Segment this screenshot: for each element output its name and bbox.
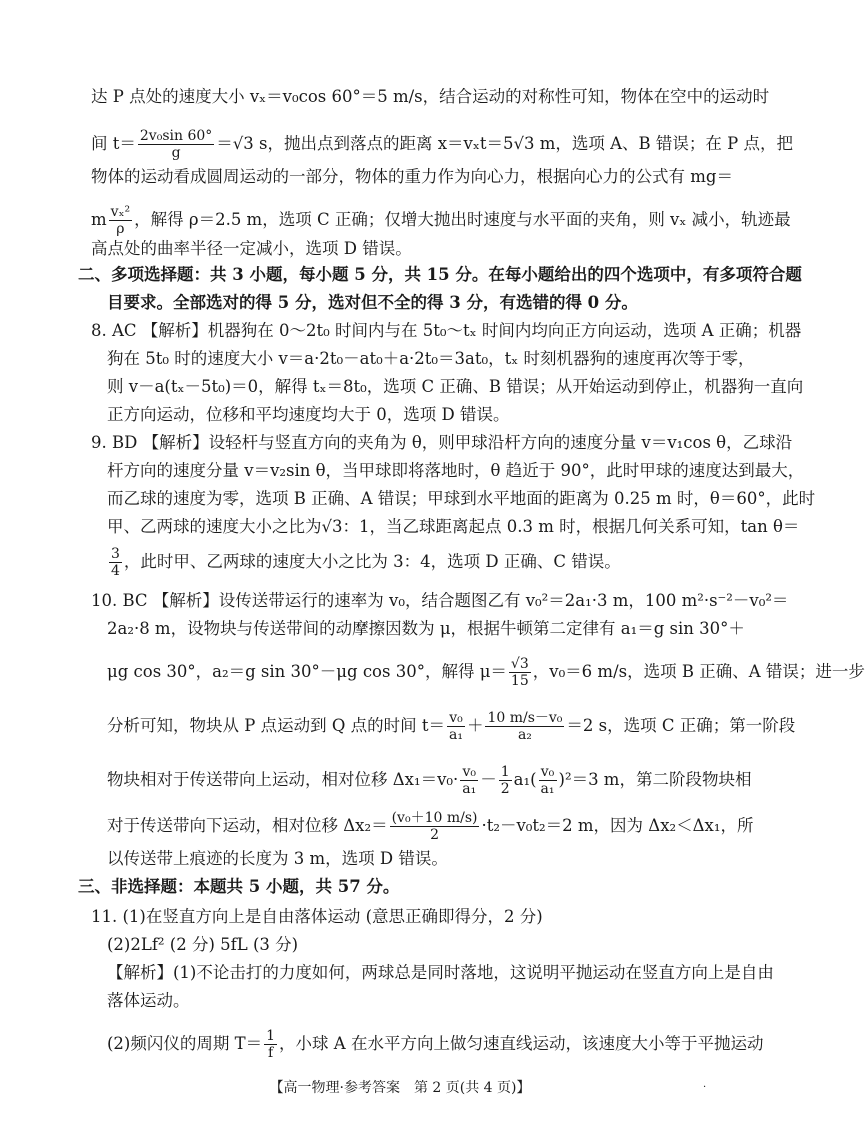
text-line: 物块相对于传送带向上运动，相对位移 Δx₁＝v₀· $\frac{\text{v₀}}{\text{a₁}}$ － $\frac{1}{2}$ a₁( $\frac{\text{v₀}}{\text{a₁}}$ )²＝3 m，第二阶段物块相 — [107, 764, 752, 797]
text-line: 达 P 点处的速度大小 vₓ＝v₀cos 60°＝5 m/s，结合运动的对称性可知，物体在空中的运动时 — [91, 87, 770, 106]
text-line: 间 t＝ $\frac{\text{2v₀sin 60°}}{g}$ ＝√3 s，抛出点到落点的距离 x＝vₓt＝5√3 m，选项 A、B 错误；在 P 点，把 — [91, 128, 794, 161]
text-line: (2)频闪仪的周期 T＝ $\frac{1}{f}$ ，小球 A 在水平方向上做匀速直线运动，该速度大小等于平抛运动 — [107, 1028, 764, 1061]
section-heading: 目要求。全部选对的得 5 分，选对但不全的得 3 分，有选错的得 0 分。 — [107, 293, 638, 312]
answer-q9: 9. BD 【解析】设轻杆与竖直方向的夹角为 θ，则甲球沿杆方向的速度分量 v＝v₁cos θ，乙球沿 — [91, 433, 793, 452]
text-line: (2)2Lf² (2 分) 5fL (3 分) — [107, 935, 299, 954]
section-heading: 二、多项选择题：共 3 小题，每小题 5 分，共 15 分。在每小题给出的四个选项中，有多项符合题 — [78, 265, 802, 284]
text-line: 物体的运动看成圆周运动的一部分，物体的重力作为向心力，根据向心力的公式有 mg＝ — [91, 167, 733, 186]
text-line: m $\frac{\text{vₓ²}}{\rho}$ ，解得 ρ＝2.5 m，选项 C 正确；仅增大抛出时速度与水平面的夹角，则 vₓ 减小，轨迹最 — [91, 204, 791, 237]
text-line: 而乙球的速度为零，选项 B 正确、A 错误；甲球到水平地面的距离为 0.25 m 时，θ＝60°，此时 — [107, 489, 816, 508]
text-line: 以传送带上痕迹的长度为 3 m，选项 D 错误。 — [107, 849, 448, 868]
text-line: 高点处的曲率半径一定减小，选项 D 错误。 — [91, 239, 412, 258]
text-line: 杆方向的速度分量 v＝v₂sin θ，当甲球即将落地时，θ 趋近于 90°，此时甲球的速度达到最大， — [107, 461, 805, 480]
text-line: μg cos 30°，a₂＝g sin 30°－μg cos 30°，解得 μ＝ $\frac{√3}{15}$ ，v₀＝6 m/s，选项 B 正确、A 错误；进一步 — [107, 656, 865, 689]
text-line: $\frac{3}{4}$ ，此时甲、乙两球的速度大小之比为 3：4，选项 D 正确、C 错误。 — [111, 546, 621, 579]
section-heading: 三、非选择题：本题共 5 小题，共 57 分。 — [78, 877, 400, 896]
corner-mark: · — [703, 1082, 707, 1093]
text-line: 正方向运动，位移和平均速度均大于 0，选项 D 错误。 — [107, 405, 510, 424]
page-footer: 【高一物理·参考答案 第 2 页(共 4 页)】 — [269, 1080, 531, 1096]
text-line: 分析可知，物块从 P 点运动到 Q 点的时间 t＝ $\frac{\text{v₀}}{\text{a₁}}$ ＋ $\frac{\text{10 m/s－v₀}}{\text{a₂}}$ ＝2 s，选项 C 正确；第一阶段 — [107, 710, 796, 743]
text-line: 【解析】(1)不论击打的力度如何，两球总是同时落地，这说明平抛运动在竖直方向上是自由 — [107, 963, 774, 982]
answer-q8: 8. AC 【解析】机器狗在 0～2t₀ 时间内与在 5t₀～tₓ 时间内均向正方向运动，选项 A 正确；机器 — [91, 321, 802, 340]
text-line: 2a₂·8 m，设物块与传送带间的动摩擦因数为 μ，根据牛顿第二定律有 a₁＝g sin 30°＋ — [107, 619, 745, 638]
text-line: 则 v－a(tₓ－5t₀)＝0，解得 tₓ＝8t₀，选项 C 正确、B 错误；从开始运动到停止，机器狗一直向 — [107, 377, 804, 396]
answer-q10: 10. BC 【解析】设传送带运行的速率为 v₀，结合题图乙有 v₀²＝2a₁·3 m，100 m²·s⁻²－v₀²＝ — [91, 591, 789, 610]
text-line: 落体运动。 — [107, 991, 190, 1010]
text-line: 狗在 5t₀ 时的速度大小 v＝a·2t₀－at₀＋a·2t₀＝3at₀，tₓ 时刻机器狗的速度再次等于零， — [107, 349, 755, 368]
text-line: 对于传送带向下运动，相对位移 Δx₂＝ $\frac{\text{(v₀＋10 m/s)}}{2}$ ·t₂－v₀t₂＝2 m，因为 Δx₂＜Δx₁，所 — [107, 810, 754, 843]
text-line: 甲、乙两球的速度大小之比为√3：1，当乙球距离起点 0.3 m 时，根据几何关系可知，tan θ＝ — [107, 517, 800, 536]
answer-q11: 11. (1)在竖直方向上是自由落体运动 (意思正确即得分，2 分) — [91, 907, 543, 926]
